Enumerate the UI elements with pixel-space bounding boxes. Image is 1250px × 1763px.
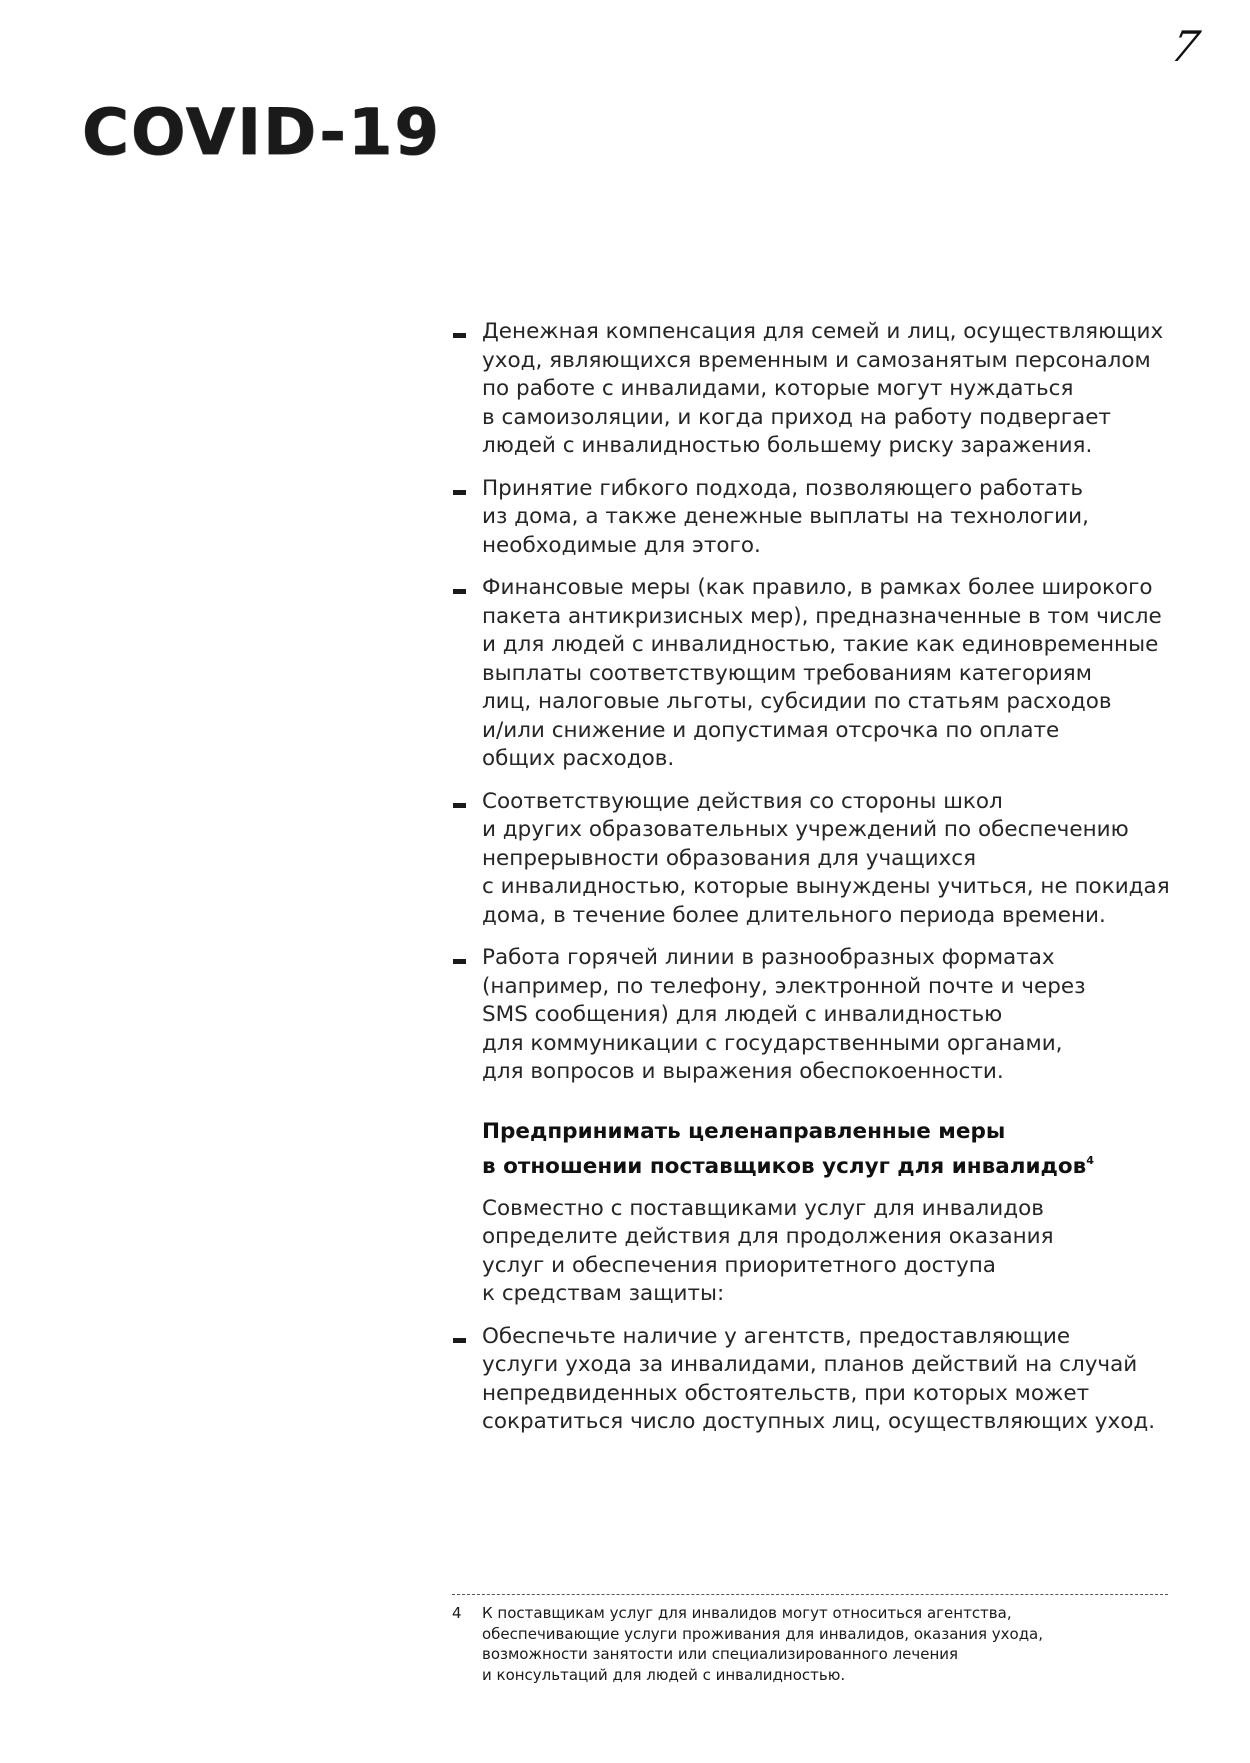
bullet-list-providers bbox=[452, 1323, 1172, 1437]
list-item bbox=[452, 1323, 1172, 1437]
list-item-text: Финансовые меры (как правило, в рамках более широкого пакета антикризисных мер), предназначенные в том числе и для людей с инвалидностью, такие как единовременные выплаты соответствующим требованиям категориям лиц, налоговые льготы, субсидии по статьям расходов и/или снижение и допустимая отсрочка по оплате общих расходов. bbox=[482, 575, 1162, 771]
list-item bbox=[452, 788, 1172, 931]
footnote-number: 4 bbox=[452, 1604, 462, 1622]
footnote-text: К поставщикам услуг для инвалидов могут относиться агентства, обеспечивающие услуги проживания для инвалидов, оказания ухода, возможности занятости или специализированного лечения и консультаций для людей с инвалидностью. bbox=[482, 1604, 1044, 1684]
dash-bullet-icon bbox=[453, 959, 466, 964]
dash-bullet-icon bbox=[453, 1338, 466, 1343]
dash-bullet-icon bbox=[453, 589, 466, 594]
dash-bullet-icon bbox=[453, 803, 466, 808]
main-content bbox=[452, 318, 1172, 1451]
handwritten-page-number: 7 bbox=[1166, 22, 1204, 71]
list-item bbox=[452, 574, 1172, 774]
footnote-divider bbox=[452, 1594, 1168, 1595]
list-item bbox=[452, 944, 1172, 1087]
list-item-text: Соответствующие действия со стороны школ и других образовательных учреждений по обеспечению непрерывности образования для учащихся с инвалидностью, которые вынуждены учиться, не покидая дома, в течение более длительного периода времени. bbox=[482, 788, 1170, 928]
list-item bbox=[452, 475, 1172, 561]
page-title: COVID-19 bbox=[82, 96, 441, 170]
list-item bbox=[452, 318, 1172, 461]
list-item-text: Обеспечьте наличие у агентств, предоставляющие услуги ухода за инвалидами, планов действий на случай непредвиденных обстоятельств, при которых может сократиться число доступных лиц, осуществляющих уход. bbox=[482, 1323, 1156, 1434]
footnote bbox=[452, 1603, 1172, 1685]
dash-bullet-icon bbox=[453, 333, 466, 338]
list-item-text: Денежная компенсация для семей и лиц, осуществляющих уход, являющихся временным и самозанятым персоналом по работе с инвалидами, которые могут нуждаться в самоизоляции, и когда приход на работу подвергает людей с инвалидностью большему риску заражения. bbox=[482, 319, 1164, 458]
dash-bullet-icon bbox=[453, 490, 466, 495]
section-intro: Совместно с поставщиками услуг для инвалидов определите действия для продолжения оказания услуг и обеспечения приоритетного доступа к средствам защиты: bbox=[482, 1195, 1054, 1306]
section-heading bbox=[452, 1117, 1172, 1181]
section-heading-text: Предпринимать целенаправленные меры в отношении поставщиков услуг для инвалидов bbox=[482, 1118, 1087, 1179]
list-item-text: Принятие гибкого подхода, позволяющего работать из дома, а также денежные выплаты на технологии, необходимые для этого. bbox=[482, 475, 1089, 558]
list-item-text: Работа горячей линии в разнообразных форматах (например, по телефону, электронной почте и через SMS сообщения) для людей с инвалидностью для коммуникации с государственными органами, для вопросов и выражения обеспокоенности. bbox=[482, 945, 1086, 1084]
footnote-reference: 4 bbox=[1086, 1153, 1094, 1167]
bullet-list-measures bbox=[452, 318, 1172, 1087]
